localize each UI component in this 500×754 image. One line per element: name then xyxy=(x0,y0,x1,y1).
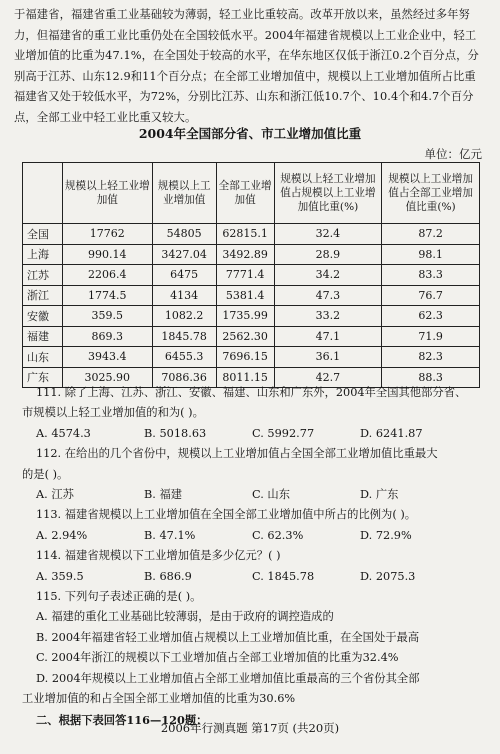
region-cell: 安徽 xyxy=(23,306,63,327)
option[interactable]: C. 1845.78 xyxy=(252,569,315,583)
option[interactable]: D. 72.9% xyxy=(360,528,412,542)
table-cell: 1774.5 xyxy=(62,285,152,306)
option-continued: 工业增加值的和占全国全部工业增加值的比重为30.6% xyxy=(22,692,296,706)
table-cell: 76.7 xyxy=(382,285,480,306)
question-112-options xyxy=(22,485,488,505)
option[interactable]: A. 359.5 xyxy=(36,569,84,583)
question-113-options xyxy=(22,526,488,546)
table-cell: 3492.89 xyxy=(216,244,274,265)
table-cell: 1082.2 xyxy=(152,306,216,327)
table-row xyxy=(23,244,480,265)
table-cell: 990.14 xyxy=(62,244,152,265)
table-cell: 5381.4 xyxy=(216,285,274,306)
table-cell: 7771.4 xyxy=(216,265,274,286)
table-header xyxy=(23,163,63,224)
table-row xyxy=(23,224,480,245)
table-cell: 7696.15 xyxy=(216,347,274,368)
option[interactable]: D. 广东 xyxy=(360,488,399,502)
table-cell: 869.3 xyxy=(62,326,152,347)
table-cell: 62815.1 xyxy=(216,224,274,245)
question-114: 114. 福建省规模以下工业增加值是多少亿元？( ) xyxy=(36,549,281,563)
option[interactable]: C. 2004年浙江的规模以下工业增加值占全部工业增加值的比重为32.4% xyxy=(36,651,399,665)
table-cell: 32.4 xyxy=(274,224,382,245)
region-cell: 江苏 xyxy=(23,265,63,286)
option[interactable]: B. 686.9 xyxy=(144,569,192,583)
table-cell: 98.1 xyxy=(382,244,480,265)
table-cell: 17762 xyxy=(62,224,152,245)
table-cell: 1735.99 xyxy=(216,306,274,327)
table-cell: 28.9 xyxy=(274,244,382,265)
table-header: 全部工业增加值 xyxy=(216,163,274,224)
table-row xyxy=(23,347,480,368)
table-unit: 单位：亿元 xyxy=(424,147,482,161)
option[interactable]: D. 6241.87 xyxy=(360,426,423,440)
question-list xyxy=(22,383,488,730)
table-row xyxy=(23,326,480,347)
table-header: 规模以上轻工业增加值占规模以上工业增加值比重(%) xyxy=(274,163,382,224)
table-cell: 88.3 xyxy=(382,367,480,388)
table-header: 规模以上工业增加值 xyxy=(152,163,216,224)
option[interactable]: A. 福建的重化工业基础比较薄弱，是由于政府的调控造成的 xyxy=(36,610,334,624)
question-111: 111. 除了上海、江苏、浙江、安徽、福建、山东和广东外，2004年全国其他部分省、 xyxy=(36,386,467,399)
region-cell: 福建 xyxy=(23,326,63,347)
table-header: 规模以上工业增加值占全部工业增加值比重(%) xyxy=(382,163,480,224)
table-cell: 34.2 xyxy=(274,265,382,286)
section-heading: 二、根据下表回答116—120题： xyxy=(36,712,208,727)
table-cell: 71.9 xyxy=(382,326,480,347)
option[interactable]: C. 5992.77 xyxy=(252,426,315,440)
table-cell: 2206.4 xyxy=(62,265,152,286)
table-cell: 3427.04 xyxy=(152,244,216,265)
table-cell: 7086.36 xyxy=(152,367,216,388)
region-cell: 浙江 xyxy=(23,285,63,306)
option[interactable]: B. 5018.63 xyxy=(144,426,207,440)
table-cell: 62.3 xyxy=(382,306,480,327)
option[interactable]: C. 62.3% xyxy=(252,528,304,542)
question-112-continued: 的是( )。 xyxy=(22,467,69,481)
table-cell: 54805 xyxy=(152,224,216,245)
region-cell: 山东 xyxy=(23,347,63,368)
option[interactable]: B. 2004年福建省轻工业增加值占规模以上工业增加值比重，在全国处于最高 xyxy=(36,630,420,644)
table-cell: 6455.3 xyxy=(152,347,216,368)
option[interactable]: A. 2.94% xyxy=(36,528,88,542)
table-cell: 4134 xyxy=(152,285,216,306)
table-cell: 36.1 xyxy=(274,347,382,368)
table-cell: 2562.30 xyxy=(216,326,274,347)
option[interactable]: B. 47.1% xyxy=(144,528,196,542)
table-cell: 1845.78 xyxy=(152,326,216,347)
table-header: 规模以上轻工业增加值 xyxy=(62,163,152,224)
table-cell: 359.5 xyxy=(62,306,152,327)
table-cell: 47.1 xyxy=(274,326,382,347)
table-cell: 87.2 xyxy=(382,224,480,245)
option[interactable]: D. 2075.3 xyxy=(360,569,416,583)
table-title: 2004年全国部分省、市工业增加值比重 xyxy=(138,126,362,141)
table-cell: 8011.15 xyxy=(216,367,274,388)
option[interactable]: A. 4574.3 xyxy=(36,426,91,440)
region-cell: 广东 xyxy=(23,367,63,388)
table-cell: 83.3 xyxy=(382,265,480,286)
table-cell: 33.2 xyxy=(274,306,382,327)
table-cell: 3025.90 xyxy=(62,367,152,388)
question-112: 112. 在给出的几个省份中，规模以上工业增加值占全国全部工业增加值比重最大 xyxy=(36,447,438,461)
question-111-options xyxy=(22,424,488,444)
region-cell: 全国 xyxy=(23,224,63,245)
option[interactable]: A. 江苏 xyxy=(36,488,74,502)
question-115: 115. 下列句子表述正确的是( )。 xyxy=(36,590,202,604)
table-header-row xyxy=(23,163,480,224)
table-row xyxy=(23,285,480,306)
table-cell: 82.3 xyxy=(382,347,480,368)
question-114-options xyxy=(22,567,488,587)
question-111-continued: 市规模以上轻工业增加值的和为( )。 xyxy=(22,406,204,420)
table-cell: 47.3 xyxy=(274,285,382,306)
table-cell: 3943.4 xyxy=(62,347,152,368)
region-cell: 上海 xyxy=(23,244,63,265)
table-row xyxy=(23,265,480,286)
table-cell: 6475 xyxy=(152,265,216,286)
table-cell: 42.7 xyxy=(274,367,382,388)
page-footer: 2006年行测真题 第17页 (共20页) xyxy=(160,721,340,735)
question-113: 113. 福建省规模以上工业增加值在全国全部工业增加值中所占的比例为( )。 xyxy=(36,508,417,522)
option[interactable]: D. 2004年规模以上工业增加值占全部工业增加值比重最高的三个省份其全部 xyxy=(36,671,420,685)
intro-paragraph: 于福建省，福建省重工业基础较为薄弱，轻工业比重较高。改革开放以来，虽然经过多年努力，但福建省的重工业比重仍处在全国较低水平。2004年福建省规模以上工业企业中，轻工业增加值的比重为47.1%，在全国处于较高的水平，在华东地区仅低于浙江0.2个百分点，分别高于江苏、山东12.9和11个百分点；在全部工业增加值中，规模以上工业增加值所占比重福建省又处于较低水平，为72%，分别比江苏、山东和浙江低10.7个、10.4个和4.7个百分点，全部工业中轻工业比重又较大。 xyxy=(14,8,479,124)
table-row xyxy=(23,306,480,327)
option[interactable]: B. 福建 xyxy=(144,488,183,502)
industry-table xyxy=(22,162,480,388)
option[interactable]: C. 山东 xyxy=(252,488,291,502)
